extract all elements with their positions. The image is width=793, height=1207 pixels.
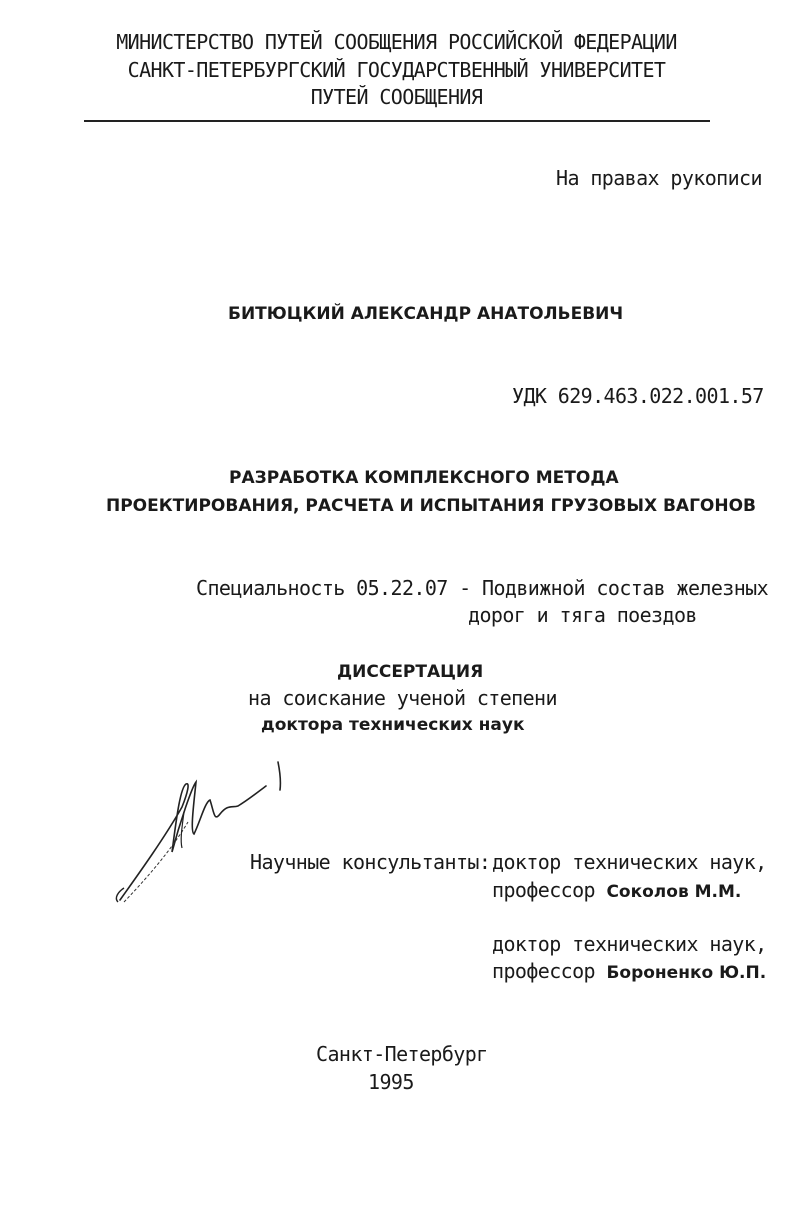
consultant-1-line xyxy=(492,878,741,904)
ministry-line-2: САНКТ-ПЕТЕРБУРГСКИЙ ГОСУДАРСТВЕННЫЙ УНИВЕРСИТЕТ xyxy=(127,58,666,82)
dissertation-heading: ДИССЕРТАЦИЯ xyxy=(337,662,484,682)
author-name: БИТЮЦКИЙ АЛЕКСАНДР АНАТОЛЬЕВИЧ xyxy=(228,304,624,324)
dissertation-degree: доктора технических наук xyxy=(261,715,525,735)
title-line-1: РАЗРАБОТКА КОМПЛЕКСНОГО МЕТОДА xyxy=(229,468,619,488)
specialty-line-2: дорог и тяга поездов xyxy=(468,603,697,627)
consultant-2-degree: доктор технических наук, xyxy=(492,932,767,956)
year: 1995 xyxy=(368,1070,414,1094)
dissertation-subtitle: на соискание ученой степени xyxy=(248,686,557,710)
consultant-2-name: Бороненко Ю.П. xyxy=(606,963,767,983)
consultant-1-degree: доктор технических наук, xyxy=(492,850,767,874)
consultant-2-title: профессор xyxy=(492,959,595,983)
header-rule xyxy=(84,120,710,122)
signature xyxy=(110,752,290,912)
ministry-line-1: МИНИСТЕРСТВО ПУТЕЙ СООБЩЕНИЯ РОССИЙСКОЙ ФЕДЕРАЦИИ xyxy=(116,30,677,54)
consultant-1-name: Соколов М.М. xyxy=(606,882,742,902)
ministry-line-3: ПУТЕЙ СООБЩЕНИЯ xyxy=(310,85,483,109)
udc-code: УДК 629.463.022.001.57 xyxy=(512,384,764,408)
city: Санкт-Петербург xyxy=(316,1042,488,1066)
specialty-line-1: Специальность 05.22.07 - Подвижной состав железных xyxy=(196,576,769,600)
title-line-2: ПРОЕКТИРОВАНИЯ, РАСЧЕТА И ИСПЫТАНИЯ ГРУЗОВЫХ ВАГОНОВ xyxy=(106,496,757,516)
consultant-2-line xyxy=(492,959,766,985)
consultant-1-title: профессор xyxy=(492,878,595,902)
manuscript-note: На правах рукописи xyxy=(556,166,762,190)
consultants-label: Научные консультанты: xyxy=(250,850,491,874)
